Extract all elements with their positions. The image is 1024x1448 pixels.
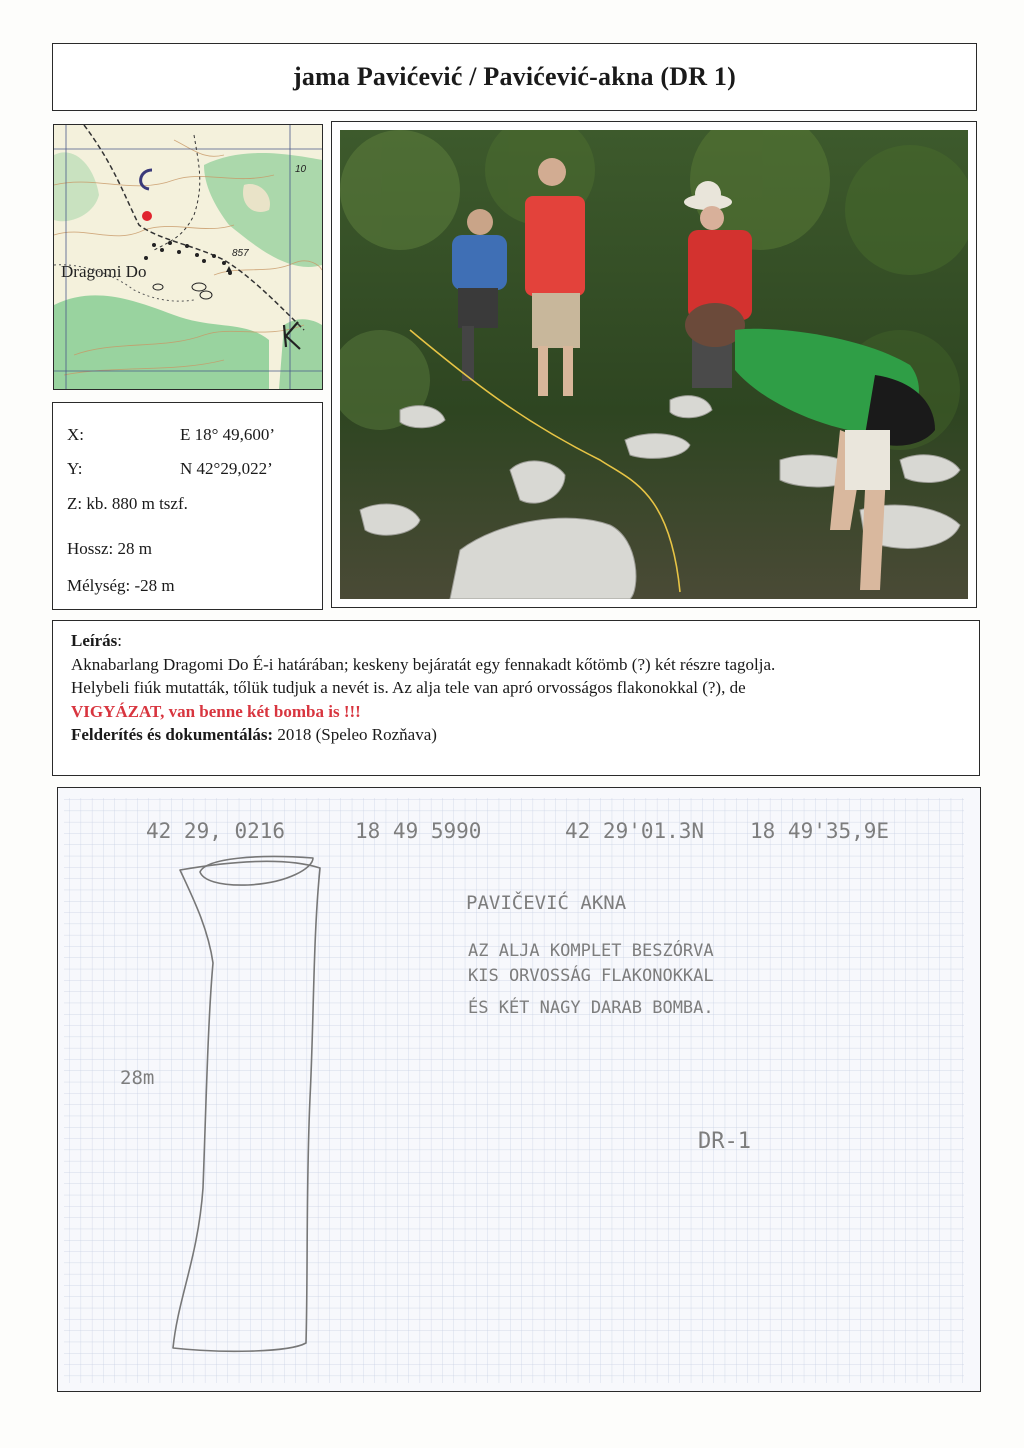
- x-label: X:: [67, 425, 84, 444]
- credit-value: 2018 (Speleo Rozňava): [273, 725, 437, 744]
- length-value: Hossz: 28 m: [67, 539, 152, 558]
- sketch-coordinate-2: 18 49 5990: [355, 819, 482, 843]
- sketch-coordinate-4: 18 49'35,9E: [750, 819, 890, 843]
- description-heading: Leírás: [71, 631, 118, 650]
- topo-map-image: [54, 125, 322, 389]
- title-box: [52, 43, 977, 111]
- x-value: E 18° 49,600’: [180, 425, 276, 444]
- map-elevation-label: 857: [232, 248, 249, 259]
- description-line-1: Aknabarlang Dragomi Do É-i határában; keskeny bejáratát egy fennakadt kőtömb (?) két részre tagolja.: [71, 654, 776, 674]
- description-heading-colon: :: [117, 631, 123, 650]
- y-label: Y:: [67, 459, 83, 478]
- credit-label: Felderítés és dokumentálás:: [71, 725, 274, 744]
- z-elevation: Z: kb. 880 m tszf.: [67, 494, 188, 513]
- sketch-note-3: ÉS KÉT NAGY DARAB BOMBA.: [468, 998, 714, 1018]
- description-line-2: Helybeli fiúk mutatták, tőlük tudjuk a nevét is. Az alja tele van apró orvosságos flakonokkal (?), de: [71, 678, 746, 697]
- warning-text: VIGYÁZAT, van benne két bomba is !!!: [71, 701, 361, 721]
- sketch-grid-paper: [58, 788, 980, 1391]
- sketch-depth-label: 28m: [120, 1067, 155, 1089]
- site-photo: [340, 130, 968, 599]
- sketch-coordinate-1: 42 29, 0216: [146, 819, 286, 843]
- sketch-note-2: KIS ORVOSSÁG FLAKONOKKAL: [468, 966, 714, 986]
- sketch-title: PAVIČEVIĆ AKNA: [466, 892, 627, 914]
- map-grid-label: 10: [295, 164, 307, 175]
- sketch-cave-code: DR-1: [698, 1129, 751, 1154]
- page-title: jama Pavićević / Pavićević-akna (DR 1): [293, 62, 736, 91]
- x-coordinate-row: [67, 425, 310, 445]
- credit-line: [71, 723, 961, 747]
- y-value: N 42°29,022’: [180, 459, 273, 478]
- description-panel: [52, 620, 980, 776]
- y-coordinate-row: [67, 459, 310, 479]
- photo-frame: [331, 121, 977, 608]
- topo-map: [53, 124, 323, 390]
- depth-value: Mélység: -28 m: [67, 576, 175, 595]
- sketch-note-1: AZ ALJA KOMPLET BESZÓRVA: [468, 941, 714, 961]
- map-place-label: Dragomi Do: [61, 262, 147, 281]
- cave-location-marker: [142, 211, 152, 221]
- sketch-coordinate-3: 42 29'01.3N: [565, 819, 705, 843]
- coordinates-panel: [52, 402, 323, 610]
- hand-sketch: [57, 787, 981, 1392]
